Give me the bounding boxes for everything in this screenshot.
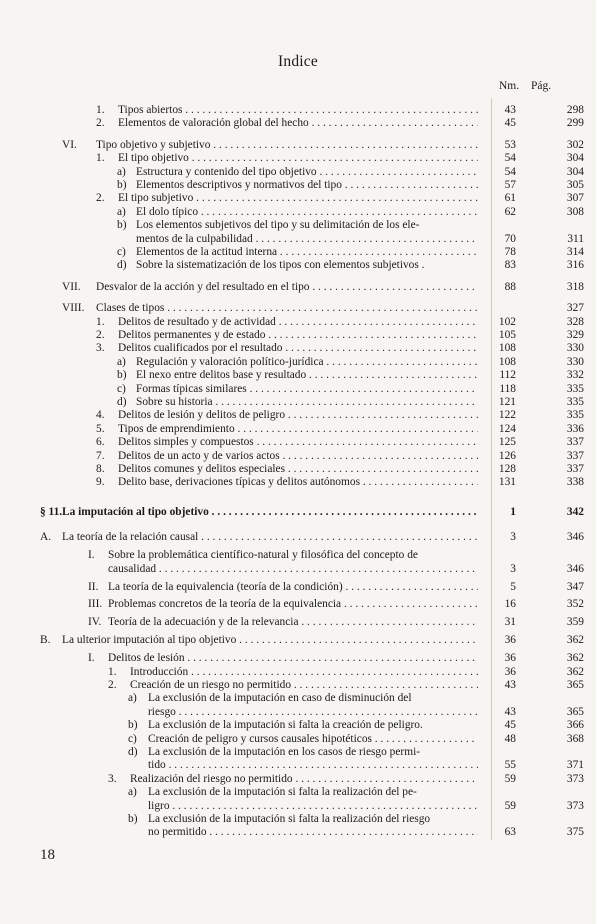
toc-entry-page: 335: [566, 409, 584, 422]
toc-entry-number: b): [117, 219, 127, 232]
toc-entry-page: 311: [567, 232, 584, 245]
toc-entry-title: El tipo objetivo . . .: [118, 151, 478, 165]
toc-entry-title: Creación de un riesgo no permitido . . .: [130, 678, 478, 692]
toc-entry-number: b): [117, 369, 127, 382]
toc-entry-nm: 125: [498, 436, 516, 449]
toc-entry-page: 304: [566, 152, 584, 165]
toc-entry: [0, 530, 596, 544]
toc-entry-number: 2.: [96, 192, 105, 205]
toc-entry: [0, 205, 596, 219]
toc-entry-page: 329: [566, 329, 584, 341]
toc-entry-page: 305: [566, 179, 584, 191]
toc-entry-nm: 31: [504, 615, 516, 628]
toc-entry-nm: 3: [510, 562, 516, 575]
toc-entry-title: La exclusión de la imputación en los casos de riesgo permi-: [148, 746, 421, 758]
toc-entry-nm: 5: [510, 581, 516, 593]
toc-entry-title: La exclusión de la imputación si falta la realización del pe-: [148, 786, 417, 799]
toc-entry: [0, 812, 596, 826]
toc-entry: [0, 245, 596, 259]
toc-entry-nm: 102: [498, 315, 516, 328]
toc-entry-number: d): [128, 746, 138, 758]
column-header-pag: Pág.: [531, 80, 552, 92]
toc-entry-page: 335: [566, 382, 584, 395]
toc-entry-number: a): [128, 692, 137, 705]
toc-entry-number: a): [117, 165, 126, 178]
toc-entry-nm: 126: [498, 449, 516, 462]
toc-entry-number: b): [117, 179, 127, 191]
toc-entry-number: a): [117, 355, 126, 368]
toc-entry-number: 9.: [96, 476, 105, 489]
toc-entry-nm: 16: [504, 597, 516, 610]
toc-entry-page: 373: [566, 772, 584, 785]
toc-entry: [0, 218, 596, 232]
toc-entry: [0, 462, 596, 476]
toc-entry: [0, 665, 596, 679]
toc-entry-nm: 70: [504, 232, 516, 245]
toc-entry-nm: 36: [504, 634, 516, 646]
toc-entry-title: Tipos abiertos . . .: [118, 103, 478, 117]
toc-entry-title: El tipo subjetivo . . .: [118, 191, 478, 205]
toc-entry-title: Sobre la sistematización de los tipos con elementos subjetivos .: [136, 259, 425, 272]
toc-entry-title: Teoría de la adecuación y de la relevancia . . .: [108, 615, 478, 629]
toc-entry-title: Elementos de la actitud interna . . .: [136, 245, 478, 259]
toc-entry-nm: 63: [504, 826, 516, 839]
toc-entry-page: 336: [566, 422, 584, 435]
toc-entry-nm: 83: [504, 259, 516, 272]
toc-entry-title: La ulterior imputación al tipo objetivo . . .: [62, 633, 478, 647]
toc-entry-page: 362: [566, 634, 584, 646]
toc-entry-number: 5.: [96, 422, 105, 435]
toc-entry-number: IV.: [88, 615, 102, 628]
toc-entry-nm: 1: [510, 505, 516, 518]
toc-entry-number: I.: [88, 549, 95, 562]
toc-entry-nm: 45: [504, 719, 516, 732]
toc-entry-page: 365: [566, 705, 584, 718]
toc-entry-nm: 36: [504, 652, 516, 665]
toc-entry-number: b): [128, 719, 138, 732]
toc-entry-title: causalidad . . .: [108, 562, 478, 576]
toc-entry-title: Realización del riesgo no permitido . . .: [130, 772, 478, 786]
toc-entry-nm: 3: [510, 531, 516, 544]
toc-entry-title: Delitos de resultado y de actividad . . .: [118, 315, 478, 329]
toc-entry-page: 366: [566, 719, 584, 732]
toc-entry-nm: 54: [504, 165, 516, 178]
toc-entry-title: tido . . .: [148, 758, 478, 772]
toc-entry-title: Problemas concretos de la teoría de la equivalencia . . .: [108, 597, 478, 611]
toc-entry-title: La exclusión de la imputación si falta la realización del riesgo: [148, 813, 431, 825]
toc-entry-page: 335: [566, 396, 584, 408]
toc-entry-title: Estructura y contenido del tipo objetivo . . .: [136, 165, 478, 179]
toc-entry-number: 8.: [96, 463, 105, 475]
toc-entry-page: 307: [566, 192, 584, 205]
toc-entry: [0, 718, 596, 732]
toc-entry-page: 337: [566, 463, 584, 475]
toc-entry: [0, 368, 596, 382]
toc-entry-page: 346: [566, 531, 584, 544]
toc-entry-page: 314: [566, 246, 584, 258]
toc-entry-nm: 124: [498, 422, 516, 435]
toc-entry-number: 2.: [96, 329, 105, 341]
toc-entry: [0, 449, 596, 463]
toc-entry-title: Delitos simples y compuestos . . .: [118, 435, 478, 449]
toc-entry-title: Delitos de lesión . . .: [108, 651, 478, 665]
toc-entry-nm: 61: [504, 192, 516, 205]
toc-entry: [0, 732, 596, 746]
toc-entry: [0, 475, 596, 489]
toc-entry-title: Creación de peligro y cursos causales hipotéticos . . .: [148, 732, 478, 746]
toc-entry-number: 1.: [96, 104, 105, 116]
toc-entry: [0, 548, 596, 562]
toc-entry: [0, 745, 596, 759]
toc-entry-number: 7.: [96, 449, 105, 462]
toc-entry-page: 337: [566, 436, 584, 449]
toc-entry-nm: 43: [504, 705, 516, 718]
page-number: 18: [40, 847, 55, 863]
toc-entry-page: 347: [566, 581, 584, 593]
toc-entry-title: Desvalor de la acción y del resultado en el tipo . . .: [96, 280, 478, 294]
toc-entry-title: Tipos de emprendimiento . . .: [118, 422, 478, 436]
toc-entry-title: Delitos de un acto y de varios actos . . .: [118, 449, 478, 463]
toc-entry: [0, 825, 596, 839]
toc-entry: [0, 395, 596, 409]
toc-entry-page: 328: [566, 315, 584, 328]
toc-entry-title: Elementos de valoración global del hecho . . .: [118, 116, 478, 130]
toc-entry-page: 330: [566, 342, 584, 355]
toc-entry: [0, 408, 596, 422]
toc-entry-nm: 122: [498, 409, 516, 422]
toc-entry-number: d): [117, 396, 127, 408]
toc-entry-page: 308: [566, 205, 584, 218]
toc-entry-number: 6.: [96, 436, 105, 449]
toc-entry-nm: 121: [498, 396, 516, 408]
toc-entry-number: 2.: [96, 117, 105, 130]
toc-entry-nm: 59: [504, 799, 516, 812]
toc-entry-nm: 88: [504, 280, 516, 293]
toc-entry-page: 338: [566, 476, 584, 489]
toc-entry-title: La exclusión de la imputación si falta la creación de peligro.: [148, 719, 423, 732]
toc-entry-number: VII.: [62, 280, 81, 293]
toc-entry: [0, 258, 596, 272]
toc-entry-nm: 57: [504, 179, 516, 191]
toc-entry-nm: 105: [498, 329, 516, 341]
toc-entry: [0, 758, 596, 772]
toc-entry-page: 373: [566, 799, 584, 812]
toc-entry-title: Delitos cualificados por el resultado . . .: [118, 341, 478, 355]
toc-entry: [0, 191, 596, 205]
toc-entry-page: 318: [566, 280, 584, 293]
toc-entry-title: Elementos descriptivos y normativos del tipo . . .: [136, 178, 478, 192]
toc-entry-number: c): [117, 246, 126, 258]
toc-entry: [0, 597, 596, 611]
toc-entry-title: La teoría de la relación causal . . .: [62, 530, 478, 544]
toc-entry: [0, 301, 596, 315]
toc-entry-number: 1.: [108, 665, 117, 678]
toc-entry: [0, 435, 596, 449]
toc-entry-title: Delitos permanentes y de estado . . .: [118, 328, 478, 342]
toc-entry-nm: 112: [499, 369, 516, 382]
toc-entry: [0, 651, 596, 665]
toc-entry: [0, 341, 596, 355]
toc-entry-nm: 78: [504, 246, 516, 258]
toc-entry-number: 1.: [96, 315, 105, 328]
toc-entry-title: Formas típicas similares . . .: [136, 382, 478, 396]
column-header-nm: Nm.: [499, 80, 520, 92]
toc-entry: [0, 633, 596, 647]
toc-entry: [0, 772, 596, 786]
toc-entry: [0, 280, 596, 294]
toc-entry-title: La teoría de la equivalencia (teoría de la condición) . . .: [108, 580, 478, 594]
toc-entry-number: I.: [88, 652, 95, 665]
toc-entry-page: 337: [566, 449, 584, 462]
toc-entry: [0, 165, 596, 179]
toc-entry-page: 342: [566, 505, 584, 518]
toc-entry-title: Introducción . . .: [130, 665, 478, 679]
toc-entry-nm: 53: [504, 138, 516, 151]
toc-entry-number: a): [128, 786, 137, 799]
toc-entry-nm: 55: [504, 759, 516, 772]
toc-entry-title: ligro . . .: [148, 799, 478, 813]
toc-entry-page: 299: [566, 117, 584, 130]
toc-entry-nm: 36: [504, 665, 516, 678]
toc-entry: [0, 422, 596, 436]
toc-entry-page: 362: [566, 665, 584, 678]
toc-entry-number: II.: [88, 581, 99, 593]
toc-entry-number: 4.: [96, 409, 105, 422]
toc-entry-title: La imputación al tipo objetivo . . .: [62, 505, 478, 519]
toc-entry-nm: 62: [504, 205, 516, 218]
toc-entry: [0, 580, 596, 594]
page-title: Indice: [278, 53, 318, 70]
toc-entry-nm: 43: [504, 679, 516, 691]
toc-entry-title: Delitos comunes y delitos especiales . . .: [118, 462, 478, 476]
toc-entry-title: El dolo típico . . .: [136, 205, 478, 219]
toc-entry-page: 346: [566, 562, 584, 575]
toc-entry-nm: 108: [498, 355, 516, 368]
toc-entry-nm: 54: [504, 152, 516, 165]
toc-entry-title: Delito base, derivaciones típicas y delitos autónomos . . .: [118, 475, 478, 489]
toc-entry-page: 330: [566, 355, 584, 368]
toc-entry: [0, 315, 596, 329]
toc-entry-nm: 59: [504, 772, 516, 785]
toc-entry-number: 3.: [108, 772, 117, 785]
toc-entry-number: VIII.: [62, 302, 85, 315]
toc-entry: [0, 799, 596, 813]
toc-entry-number: 1.: [96, 152, 105, 165]
toc-entry-page: 362: [566, 652, 584, 665]
toc-entry-page: 352: [566, 597, 584, 610]
toc-entry-page: 375: [566, 826, 584, 839]
toc-entry: [0, 615, 596, 629]
toc-entry-page: 302: [566, 138, 584, 151]
toc-entry-title: mentos de la culpabilidad . . .: [136, 232, 478, 246]
toc-entry-number: a): [117, 205, 126, 218]
toc-entry-title: no permitido . . .: [148, 825, 478, 839]
toc-entry-nm: 108: [498, 342, 516, 355]
toc-entry-nm: 128: [498, 463, 516, 475]
toc-entry: [0, 116, 596, 130]
toc-entry: [0, 382, 596, 396]
toc-entry-title: Clases de tipos . . .: [96, 301, 478, 315]
toc-entry: [0, 785, 596, 799]
toc-entry-nm: 131: [498, 476, 516, 489]
toc-entry-title: Sobre la problemática científico-natural y filosófica del concepto de: [108, 549, 418, 562]
toc-entry: [0, 691, 596, 705]
toc-entry-title: Sobre su historia . . .: [136, 395, 478, 409]
toc-entry-page: 316: [566, 259, 584, 272]
toc-entry: [0, 328, 596, 342]
toc-entry-title: Tipo objetivo y subjetivo . . .: [96, 138, 478, 152]
toc-entry: [0, 355, 596, 369]
toc-entry-title: Delitos de lesión y delitos de peligro . . .: [118, 408, 478, 422]
toc-entry-title: riesgo . . .: [148, 705, 478, 719]
toc-entry-title: El nexo entre delitos base y resultado . . .: [136, 368, 478, 382]
toc-entry-page: 327: [566, 302, 584, 315]
toc-entry-number: d): [117, 259, 127, 272]
toc-entry-number: III.: [88, 597, 103, 610]
toc-entry: [0, 705, 596, 719]
toc-entry-number: VI.: [62, 138, 77, 151]
toc-entry-number: § 11.: [40, 505, 63, 518]
toc-entry-number: c): [128, 732, 137, 745]
toc-entry: [0, 178, 596, 192]
toc-entry-nm: 43: [504, 104, 516, 116]
toc-entry: [0, 138, 596, 152]
toc-entry-nm: 48: [504, 732, 516, 745]
toc-entry: [0, 678, 596, 692]
toc-entry-number: c): [117, 382, 126, 395]
toc-entry-page: 298: [566, 104, 584, 116]
toc-entry: [0, 232, 596, 246]
toc-entry: [0, 151, 596, 165]
toc-entry-page: 365: [566, 679, 584, 691]
toc-entry-page: 359: [566, 615, 584, 628]
toc-entry-nm: 118: [499, 382, 516, 395]
toc-entry-number: 2.: [108, 679, 117, 691]
toc-entry-number: B.: [40, 634, 51, 646]
toc-entry-number: 3.: [96, 342, 105, 355]
toc-entry-title: Los elementos subjetivos del tipo y su delimitación de los ele-: [136, 219, 420, 232]
toc-entry: [0, 562, 596, 576]
toc-entry-title: Regulación y valoración político-jurídica . . .: [136, 355, 478, 369]
toc-entry-nm: 45: [504, 117, 516, 130]
toc-entry-page: 368: [566, 732, 584, 745]
toc-entry: [0, 505, 596, 519]
toc-entry-title: La exclusión de la imputación en caso de disminución del: [148, 692, 412, 705]
toc-entry-page: 304: [566, 165, 584, 178]
toc-entry-number: b): [128, 813, 138, 825]
toc-entry-page: 332: [566, 369, 584, 382]
toc-entry-number: A.: [40, 531, 52, 544]
toc-entry: [0, 103, 596, 117]
toc-entry-page: 371: [566, 759, 584, 772]
